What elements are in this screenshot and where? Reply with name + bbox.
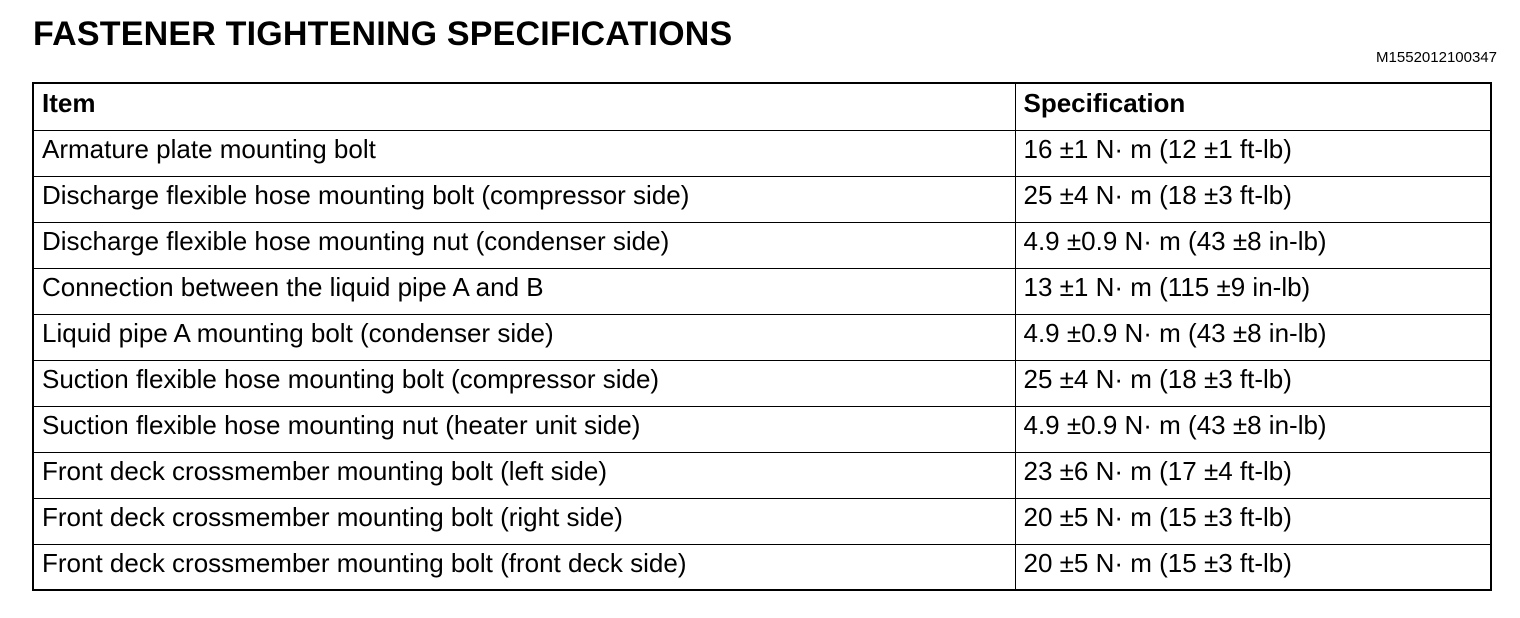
item-cell: Front deck crossmember mounting bolt (front deck side) [33, 544, 1015, 590]
item-cell: Discharge flexible hose mounting nut (condenser side) [33, 222, 1015, 268]
table-row [33, 222, 1491, 268]
table-row [33, 406, 1491, 452]
specification-cell: 4.9 ±0.9 N· m (43 ±8 in-lb) [1015, 314, 1491, 360]
specification-cell: 4.9 ±0.9 N· m (43 ±8 in-lb) [1015, 222, 1491, 268]
item-cell: Suction flexible hose mounting nut (heater unit side) [33, 406, 1015, 452]
specification-cell: 4.9 ±0.9 N· m (43 ±8 in-lb) [1015, 406, 1491, 452]
table-row [33, 360, 1491, 406]
specification-cell: 13 ±1 N· m (115 ±9 in-lb) [1015, 268, 1491, 314]
table-row [33, 130, 1491, 176]
specification-cell: 20 ±5 N· m (15 ±3 ft-lb) [1015, 544, 1491, 590]
specification-cell: 16 ±1 N· m (12 ±1 ft-lb) [1015, 130, 1491, 176]
item-cell: Suction flexible hose mounting bolt (compressor side) [33, 360, 1015, 406]
page-title: FASTENER TIGHTENING SPECIFICATIONS [33, 15, 733, 53]
item-cell: Front deck crossmember mounting bolt (left side) [33, 452, 1015, 498]
table-header-row [33, 83, 1491, 130]
table-row [33, 544, 1491, 590]
item-cell: Discharge flexible hose mounting bolt (compressor side) [33, 176, 1015, 222]
specifications-table [32, 82, 1492, 591]
item-cell: Armature plate mounting bolt [33, 130, 1015, 176]
table-row [33, 498, 1491, 544]
specification-cell: 20 ±5 N· m (15 ±3 ft-lb) [1015, 498, 1491, 544]
item-cell: Connection between the liquid pipe A and B [33, 268, 1015, 314]
table-row [33, 268, 1491, 314]
table-row [33, 452, 1491, 498]
specification-cell: 23 ±6 N· m (17 ±4 ft-lb) [1015, 452, 1491, 498]
table-row [33, 314, 1491, 360]
table-row [33, 176, 1491, 222]
column-header-item: Item [33, 83, 1015, 130]
item-cell: Front deck crossmember mounting bolt (right side) [33, 498, 1015, 544]
specification-cell: 25 ±4 N· m (18 ±3 ft-lb) [1015, 360, 1491, 406]
item-cell: Liquid pipe A mounting bolt (condenser side) [33, 314, 1015, 360]
specification-cell: 25 ±4 N· m (18 ±3 ft-lb) [1015, 176, 1491, 222]
column-header-specification: Specification [1015, 83, 1491, 130]
document-code: M1552012100347 [1376, 49, 1497, 66]
